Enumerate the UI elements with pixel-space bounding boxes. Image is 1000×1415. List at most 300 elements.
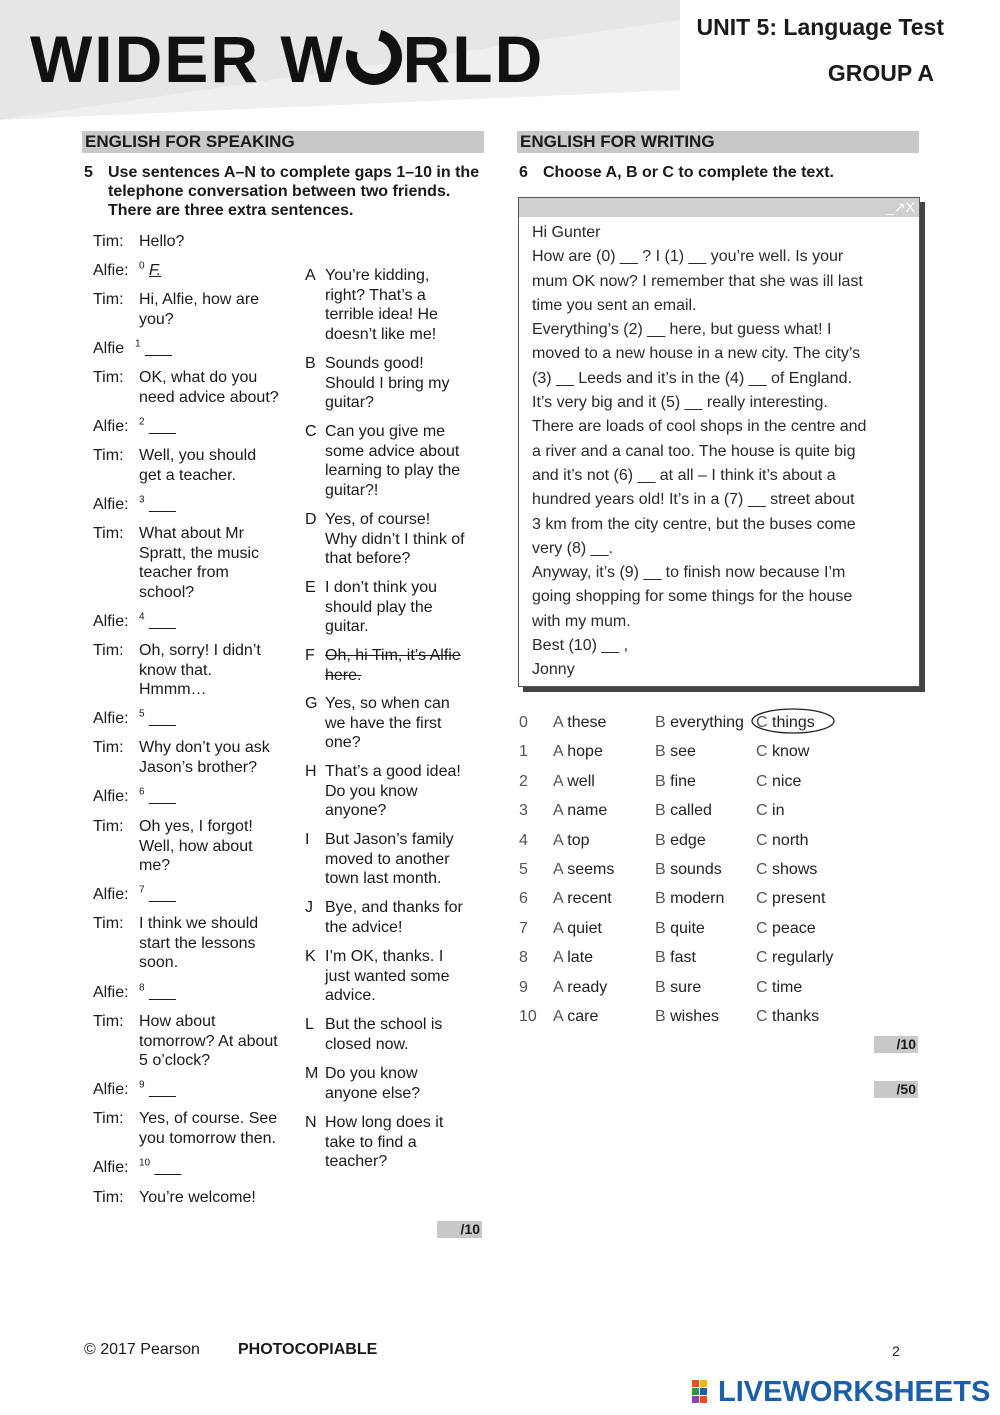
choice-word: care: [567, 1008, 599, 1025]
choice-letter: B: [655, 861, 666, 878]
dialogue-text: [139, 885, 176, 905]
option-line: take to find a: [325, 1133, 417, 1151]
choice-letter: A: [553, 743, 563, 761]
choice-letter: B: [655, 772, 666, 790]
email-line: Hi Gunter: [532, 224, 601, 241]
dialogue-text: [139, 417, 176, 437]
choice-option-b[interactable]: [655, 1007, 719, 1027]
choice-letter: C: [756, 831, 768, 849]
option-letter: L: [305, 1016, 314, 1033]
option-line: here.: [325, 666, 362, 684]
dialogue-text-line: Hmmm…: [139, 681, 207, 698]
option-line: Oh, hi Tim, it’s Alfie: [325, 647, 461, 664]
speaker: Alfie:: [93, 984, 129, 1001]
choice-word: sounds: [670, 861, 722, 878]
speaking-score: /10: [437, 1221, 482, 1238]
choice-option-a[interactable]: [553, 1007, 598, 1027]
choice-letter: C: [756, 890, 768, 908]
option-text: [325, 947, 450, 1006]
choice-option-b[interactable]: [655, 860, 722, 880]
option-line: Yes, of course!: [325, 511, 431, 528]
gap-number: 6: [139, 786, 145, 798]
dialogue-text: [139, 1158, 181, 1178]
choice-option-b[interactable]: [655, 801, 712, 821]
option-letter: F: [305, 647, 315, 664]
choice-number: 5: [519, 861, 528, 878]
option-line: That’s a good idea!: [325, 763, 461, 780]
choice-word: know: [772, 743, 810, 761]
email-line: a river and a canal too. The house is quite big: [532, 442, 856, 460]
option-line: some advice about: [325, 442, 460, 460]
choice-word: see: [670, 743, 696, 761]
dialogue-text: [139, 787, 176, 807]
choice-letter: B: [655, 949, 666, 967]
email-line: mum OK now? I remember that she was ill last: [532, 272, 863, 290]
dialogue-text: [139, 1109, 277, 1148]
option-line: town last month.: [325, 870, 442, 887]
option-line: that before?: [325, 550, 411, 567]
choice-option-b[interactable]: [655, 713, 744, 733]
option-letter: K: [305, 948, 316, 965]
option-line: should play the: [325, 598, 433, 616]
option-line: Bye, and thanks for: [325, 899, 463, 916]
photocopiable: PHOTOCOPIABLE: [238, 1341, 378, 1358]
dialogue-text: [135, 339, 172, 359]
choice-option-b[interactable]: [655, 919, 705, 939]
choice-word: late: [567, 949, 594, 967]
choice-word: regularly: [772, 949, 834, 967]
dialogue-text: [139, 641, 261, 700]
choice-option-b[interactable]: [655, 742, 696, 762]
choice-letter: A: [553, 714, 563, 731]
choice-word: everything: [670, 714, 744, 731]
option-letter: D: [305, 511, 317, 528]
choice-letter: A: [553, 772, 563, 790]
option-line: Do you know: [325, 782, 418, 800]
unit-title: UNIT 5: Language Test: [696, 14, 944, 40]
writing-heading: ENGLISH FOR WRITING: [517, 131, 919, 153]
choice-word: edge: [670, 831, 706, 849]
choice-word: name: [567, 802, 608, 820]
speaker: Alfie:: [93, 710, 129, 727]
dialogue-text: [139, 290, 259, 329]
choice-letter: C: [756, 743, 768, 761]
choice-option-c[interactable]: [756, 801, 784, 821]
email-line: (3) __ Leeds and it’s in the (4) __ of England.: [532, 369, 852, 387]
choice-word: time: [772, 978, 803, 996]
option-text: [325, 1015, 442, 1054]
choice-letter: B: [655, 743, 666, 761]
choice-option-a[interactable]: [553, 919, 602, 939]
choice-option-a[interactable]: [553, 801, 607, 821]
gap-blank[interactable]: ___: [149, 710, 176, 727]
dialogue-text-line: get a teacher.: [139, 466, 236, 484]
email-line: How are (0) __ ? I (1) __ you’re well. Is your: [532, 248, 844, 266]
option-line: You’re kidding,: [325, 267, 430, 284]
choice-option-b[interactable]: [655, 948, 696, 968]
choice-letter: B: [655, 831, 666, 849]
option-line: guitar?!: [325, 481, 379, 499]
choice-letter: C: [756, 978, 768, 996]
option-letter: N: [305, 1114, 317, 1131]
email-line: 3 km from the city centre, but the buses come: [532, 515, 856, 533]
dialogue-text: [139, 817, 253, 876]
option-line: guitar.: [325, 618, 369, 635]
choice-option-c[interactable]: [756, 978, 802, 998]
email-line: Anyway, it’s (9) __ to finish now because I’m: [532, 564, 846, 582]
dialogue-text-line: Well, how about: [139, 837, 253, 855]
gap-blank[interactable]: ___: [149, 613, 176, 630]
choice-letter: C: [756, 772, 768, 790]
choice-word: wishes: [670, 1008, 720, 1025]
email-line: Everything’s (2) __ here, but guess what! I: [532, 321, 832, 339]
choice-letter: A: [553, 978, 563, 996]
choice-word: shows: [772, 861, 818, 878]
speaker: Tim:: [93, 447, 124, 464]
choice-number: 8: [519, 949, 528, 967]
choice-option-c[interactable]: [756, 742, 809, 762]
choice-number: 9: [519, 978, 528, 996]
dialogue-text-line: Oh, sorry! I didn’t: [139, 642, 261, 659]
gap-blank[interactable]: ___: [149, 984, 176, 1001]
option-line: advice.: [325, 987, 376, 1004]
option-text: [325, 354, 450, 413]
gap-blank[interactable]: ___: [149, 496, 176, 513]
choice-letter: B: [655, 890, 666, 908]
option-line: Sounds good!: [325, 355, 424, 372]
option-line: guitar?: [325, 394, 374, 411]
speaker: Tim:: [93, 369, 124, 386]
answer-circle-icon: [750, 707, 840, 737]
speaker: Tim:: [93, 525, 124, 542]
speaker: Tim:: [93, 1189, 124, 1206]
choice-number: 1: [519, 743, 528, 761]
option-line: anyone?: [325, 802, 387, 819]
email-line: Best (10) __ ,: [532, 637, 629, 655]
writing-score: /10: [874, 1036, 918, 1053]
dialogue-text-line: tomorrow? At about: [139, 1032, 278, 1050]
option-line: Yes, so when can: [325, 695, 450, 712]
gap-number: 10: [139, 1157, 151, 1169]
choice-option-b[interactable]: [655, 889, 724, 909]
choice-number: 0: [519, 714, 528, 731]
choice-word: north: [772, 831, 809, 849]
option-line: terrible idea! He: [325, 306, 438, 323]
option-text: [325, 510, 465, 569]
choice-word: well: [567, 772, 595, 790]
liveworksheets-brand: LIVEWORKSHEETS: [718, 1376, 991, 1408]
dialogue-text-line: I think we should: [139, 915, 259, 932]
option-line: teacher?: [325, 1153, 388, 1170]
choice-word: present: [772, 890, 826, 908]
choice-letter: A: [553, 831, 563, 849]
choice-letter: C: [756, 919, 768, 937]
choice-word: these: [567, 714, 607, 731]
option-letter: E: [305, 579, 316, 596]
choice-option-b[interactable]: [655, 831, 706, 851]
gap-blank[interactable]: ___: [154, 1159, 182, 1176]
dialogue-text: [139, 261, 161, 281]
dialogue-text-line: Hi, Alfie, how are: [139, 291, 260, 308]
choice-letter: B: [655, 1008, 666, 1025]
gap-number: 9: [139, 1079, 145, 1091]
option-line: Should I bring my: [325, 374, 450, 392]
dialogue-text-line: Oh yes, I forgot!: [139, 818, 253, 835]
choice-letter: C: [756, 1008, 768, 1025]
speaker: Tim:: [93, 1013, 124, 1030]
choice-word: modern: [670, 890, 725, 908]
email-line: There are loads of cool shops in the centre and: [532, 418, 867, 436]
choice-letter: C: [756, 949, 768, 967]
option-line: Why didn’t I think of: [325, 530, 465, 548]
choice-option-c[interactable]: [756, 772, 801, 792]
option-line: the advice!: [325, 918, 403, 936]
gap-blank[interactable]: ___: [145, 340, 172, 357]
choice-word: fast: [670, 949, 696, 967]
option-line: But Jason’s family: [325, 831, 454, 848]
email-line: hundred years old! It’s in a (7) __ street about: [532, 491, 855, 509]
choice-letter: A: [553, 949, 563, 967]
dialogue-text-line: Jason’s brother?: [139, 758, 257, 776]
wider-world-logo: WIDER W RLD: [30, 26, 544, 92]
choice-letter: B: [655, 978, 666, 996]
choice-letter: A: [553, 802, 563, 820]
speaker: Alfie:: [93, 262, 129, 279]
choice-word: ready: [567, 978, 608, 996]
gap-number: 7: [139, 884, 145, 896]
choice-letter: B: [655, 919, 666, 937]
logo-o-icon: [335, 19, 411, 95]
dialogue-text: [139, 446, 256, 485]
option-text: [325, 646, 461, 685]
option-line: How long does it: [325, 1114, 444, 1131]
choice-word: quite: [670, 919, 705, 937]
dialogue-text: [139, 914, 258, 973]
choice-option-c[interactable]: [756, 948, 833, 968]
choice-option-a[interactable]: [553, 978, 607, 998]
choice-option-a[interactable]: [553, 742, 603, 762]
gap-number: 8: [139, 982, 145, 994]
email-line: and it’s not (6) __ at all – I think it’s about a: [532, 466, 836, 484]
email-line: time you sent an email.: [532, 296, 697, 314]
gap-number: 1: [135, 338, 141, 350]
dialogue-text: [139, 1188, 256, 1208]
choice-letter: A: [553, 890, 563, 908]
option-line: closed now.: [325, 1035, 409, 1053]
option-letter: M: [305, 1065, 319, 1082]
choice-word: called: [670, 802, 712, 820]
speaker: Tim:: [93, 233, 124, 250]
choice-word: peace: [772, 919, 816, 937]
choice-option-a[interactable]: [553, 948, 593, 968]
choice-letter: A: [553, 1008, 563, 1025]
choice-option-a[interactable]: [553, 860, 614, 880]
choice-option-c[interactable]: [756, 1007, 819, 1027]
gap-blank[interactable]: ___: [149, 418, 176, 435]
dialogue-text: [139, 612, 176, 632]
option-letter: G: [305, 695, 318, 712]
choice-option-b[interactable]: [655, 772, 696, 792]
email-body: [532, 221, 912, 683]
option-letter: I: [305, 831, 310, 848]
dialogue-text-line: start the lessons: [139, 934, 256, 952]
choice-number: 4: [519, 831, 528, 849]
choice-option-a[interactable]: [553, 889, 612, 909]
email-window: [518, 197, 920, 687]
choice-option-c[interactable]: [756, 889, 825, 909]
dialogue-text: [139, 1080, 176, 1100]
option-text: [325, 1113, 443, 1172]
option-text: [325, 422, 460, 500]
email-line: moved to a new house in a new city. The city’s: [532, 345, 861, 363]
option-text: [325, 266, 438, 344]
email-title-bar: [519, 198, 919, 217]
dialogue-text-line: soon.: [139, 954, 179, 971]
gap-blank[interactable]: ___: [149, 788, 176, 805]
speaking-heading: ENGLISH FOR SPEAKING: [82, 131, 484, 153]
dialogue-text: [139, 368, 279, 407]
choice-word: in: [772, 802, 785, 820]
dialogue-text-line: you tomorrow then.: [139, 1129, 276, 1147]
choice-word: nice: [772, 772, 802, 790]
choice-letter: C: [756, 861, 768, 878]
choice-letter: B: [655, 714, 666, 731]
speaker: Alfie:: [93, 613, 129, 630]
dialogue-text: [139, 738, 270, 777]
email-line: It’s very big and it (5) __ really interesting.: [532, 394, 828, 412]
choice-option-c[interactable]: [756, 860, 817, 880]
choice-number: 10: [519, 1008, 537, 1025]
writing-instruction: 6 Choose A, B or C to complete the text.: [519, 164, 834, 181]
dialogue-text-line: What about Mr: [139, 525, 244, 542]
speaker: Tim:: [93, 818, 124, 835]
option-text: [325, 694, 450, 753]
gap-number: 4: [139, 611, 145, 623]
option-line: moved to another: [325, 850, 450, 868]
choice-letter: A: [553, 861, 563, 878]
option-line: Can you give me: [325, 423, 446, 440]
email-line: very (8) __.: [532, 539, 613, 557]
option-line: learning to play the: [325, 462, 461, 479]
window-controls-icon[interactable]: _↗X: [886, 199, 915, 215]
speaker: Tim:: [93, 642, 124, 659]
choice-option-a[interactable]: [553, 713, 606, 733]
speaker: Tim:: [93, 1110, 124, 1127]
choice-option-c[interactable]: [756, 831, 808, 851]
choice-word: sure: [670, 978, 702, 996]
option-text: [325, 1064, 420, 1103]
dialogue-text: [139, 524, 259, 602]
option-letter: J: [305, 899, 313, 916]
choice-option-a[interactable]: [553, 772, 595, 792]
dialogue-text-line: How about: [139, 1013, 216, 1030]
dialogue-text-line: Well, you should: [139, 447, 257, 464]
gap-blank[interactable]: ___: [149, 886, 176, 903]
dialogue-text: [139, 495, 176, 515]
option-line: doesn’t like me!: [325, 325, 437, 343]
liveworksheets-logo-icon: [692, 1378, 716, 1404]
email-line: going shopping for some things for the house: [532, 588, 853, 606]
choice-option-a[interactable]: [553, 831, 590, 851]
dialogue-text-line: need advice about?: [139, 388, 279, 406]
option-line: right? That’s a: [325, 286, 426, 304]
choice-number: 7: [519, 919, 528, 937]
dialogue-text-line: Why don’t you ask: [139, 739, 270, 756]
option-line: But the school is: [325, 1016, 443, 1033]
dialogue-text-line: know that.: [139, 661, 212, 679]
option-line: anyone else?: [325, 1084, 421, 1102]
choice-letter: B: [655, 802, 666, 820]
email-line: with my mum.: [532, 612, 631, 630]
option-line: I’m OK, thanks. I: [325, 948, 444, 965]
speaker: Tim:: [93, 291, 124, 308]
choice-word: things: [772, 714, 815, 731]
speaker: Alfie:: [93, 886, 129, 903]
choice-number: 2: [519, 772, 528, 790]
dialogue-text-line: Spratt, the music: [139, 544, 260, 562]
dialogue-text: [139, 1012, 278, 1071]
option-line: we have the first: [325, 714, 442, 732]
dialogue-text-line: school?: [139, 583, 195, 601]
choice-option-b[interactable]: [655, 978, 701, 998]
choice-option-c[interactable]: [756, 919, 816, 939]
dialogue-text-line: you?: [139, 310, 174, 328]
speaker: Alfie:: [93, 418, 129, 435]
choice-word: quiet: [567, 919, 602, 937]
speaking-instruction: 5 Use sentences A–N to complete gaps 1–10 in the telephone conversation between two friends. There are three extra sentences.: [84, 164, 480, 219]
speaker: Alfie:: [93, 788, 129, 805]
option-line: Do you know: [325, 1065, 418, 1082]
gap-number: 2: [139, 416, 145, 428]
option-text: [325, 830, 454, 889]
choice-letter: C: [756, 802, 768, 820]
option-text: [325, 578, 437, 637]
choice-word: thanks: [772, 1008, 820, 1025]
gap-number: 3: [139, 494, 145, 506]
gap-blank[interactable]: ___: [149, 1081, 176, 1098]
choice-word: fine: [670, 772, 696, 790]
total-score: /50: [874, 1081, 918, 1098]
dialogue-text: [139, 709, 176, 729]
option-letter: A: [305, 267, 316, 284]
copyright: © 2017 Pearson: [84, 1341, 200, 1358]
option-line: just wanted some: [325, 967, 450, 985]
choice-word: top: [567, 831, 590, 849]
choice-letter: A: [553, 919, 563, 937]
choice-word: recent: [567, 890, 612, 908]
choice-letter: C: [756, 714, 768, 731]
dialogue-text: [139, 232, 184, 252]
dialogue-text-line: Yes, of course. See: [139, 1110, 278, 1127]
speaker: Alfie:: [93, 1159, 129, 1176]
speaker: Alfie:: [93, 496, 129, 513]
dialogue-text-line: You’re welcome!: [139, 1189, 256, 1206]
dialogue-text-line: teacher from: [139, 564, 229, 581]
choice-number: 6: [519, 890, 528, 908]
group-title: GROUP A: [827, 60, 934, 86]
dialogue-text-line: Hello?: [139, 233, 185, 250]
option-letter: B: [305, 355, 316, 372]
choice-word: hope: [567, 743, 603, 761]
option-text: [325, 762, 461, 821]
dialogue-text: [139, 983, 176, 1003]
option-line: I don’t think you: [325, 579, 438, 596]
choice-word: seems: [567, 861, 615, 878]
dialogue-text-line: OK, what do you: [139, 369, 258, 386]
page-number: 2: [892, 1343, 900, 1359]
choice-number: 3: [519, 802, 528, 820]
speaker: Tim:: [93, 915, 124, 932]
